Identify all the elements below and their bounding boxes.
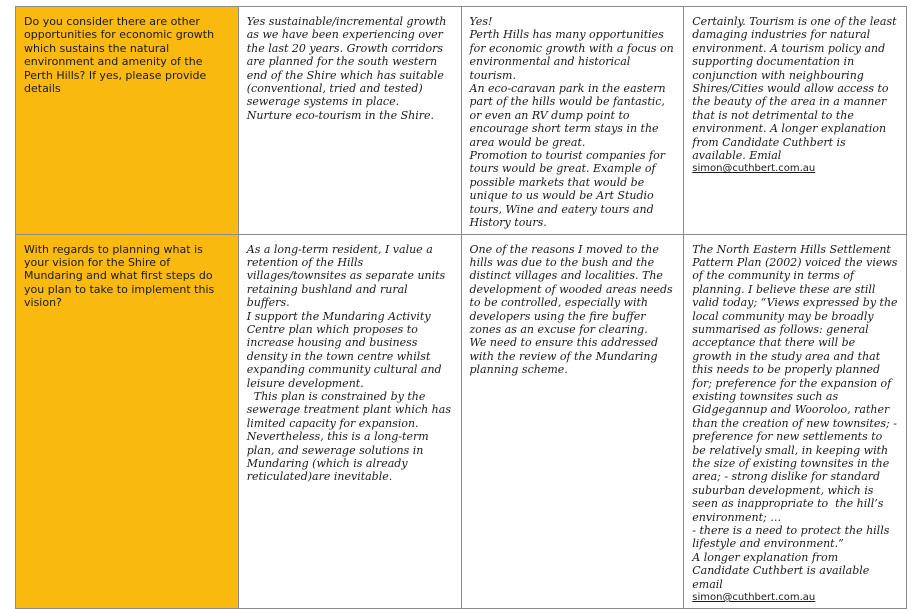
- answer-paragraph: Yes sustainable/incremental growth as we have been experiencing over the last 20 years. Growth corridors are planned for the south western end of the Shire which has suitable (conventional, tried and tested) sewerage systems in place.: [246, 15, 450, 109]
- answer-cell: [684, 234, 907, 609]
- answer-cell: [461, 234, 684, 609]
- question-cell: [16, 234, 239, 609]
- answer-paragraph: As a long-term resident, I value a retention of the Hills villages/townsites as separate units retaining bushland and rural buffers.: [246, 242, 449, 310]
- answer-cell: [238, 7, 461, 235]
- answer-paragraph: - there is a need to protect the hills lifestyle and environment.”: [692, 524, 893, 551]
- answer-paragraph: An eco-caravan park in the eastern part of the hills would be fantastic, or even an RV dump point to encourage short term stays in the area would be great.: [469, 82, 670, 149]
- email-link[interactable]: simon@cuthbert.com.au: [692, 163, 816, 175]
- answer-paragraph: Nurture eco-tourism in the Shire.: [246, 108, 434, 122]
- table-row: [16, 234, 907, 609]
- answer-paragraph: Certainly. Tourism is one of the least damaging industries for natural environment. A tourism policy and supporting documentation in conjunction with neighbouring Shires/Cities would allow access to the beauty of the area in a manner that is not detrimental to the environment. A longer explanation from Candidate Cuthbert is available. Emial: [692, 15, 901, 163]
- answer-paragraph: One of the reasons I moved to the hills was due to the bush and the distinct villages and localities. The development of wooded areas needs to be controlled, especially with developers using the fire buffer zones as an excuse for clearing.: [469, 242, 677, 336]
- answer-paragraph: A longer explanation from Candidate Cuthbert is available email: [692, 550, 877, 591]
- question-text: With regards to planning what is your vision for the Shire of Mundaring and what first steps do you plan to take to implement this vision?: [24, 242, 218, 310]
- answer-paragraph: Perth Hills has many opportunities for economic growth with a focus on environmental and historical tourism.: [469, 28, 678, 82]
- question-cell: [16, 7, 239, 235]
- answer-paragraph: The North Eastern Hills Settlement Pattern Plan (2002) voiced the views of the community in terms of planning. I believe these are still valid today; “Views expressed by the local community may be broadly summarised as follows: general acceptance that there will be growth in the study area and that this needs to be properly planned for; preference for the expansion of existing townsites such as Gidgegannup and Wooroloo, rather than the creation of new townsites; - preference for new settlements to be relatively small, in keeping with the size of existing townsites in the area; - strong dislike for standard suburban development, which is seen as inappropriate to the hill’s environment; …: [692, 242, 902, 524]
- email-link[interactable]: simon@cuthbert.com.au: [692, 592, 816, 604]
- answer-paragraph: This plan is constrained by the sewerage treatment plant which has limited capacity for expansion. Nevertheless, this is a long-term plan, and sewerage solutions in Mundaring (which is already reticulated)are inevitable.: [246, 389, 455, 484]
- answer-cell: [238, 234, 461, 609]
- answer-paragraph: Yes!: [469, 15, 493, 28]
- answer-paragraph: We need to ensure this addressed with the review of the Mundaring planning scheme.: [469, 336, 662, 377]
- answer-cell: [684, 7, 907, 235]
- answer-cell: [461, 7, 684, 235]
- answer-paragraph: I support the Mundaring Activity Centre plan which proposes to increase housing and business density in the town centre whilst expanding community cultural and leisure development.: [246, 309, 446, 390]
- candidate-responses-table: [15, 6, 907, 609]
- table-row: [16, 7, 907, 235]
- answer-paragraph: Promotion to tourist companies for tours would be great. Example of possible markets that would be unique to us would be Art Studio tours, Wine and eatery tours and History tours.: [469, 149, 669, 230]
- question-text: Do you consider there are other opportunities for economic growth which sustains the natural environment and amenity of the Perth Hills? If yes, please provide details: [24, 15, 218, 96]
